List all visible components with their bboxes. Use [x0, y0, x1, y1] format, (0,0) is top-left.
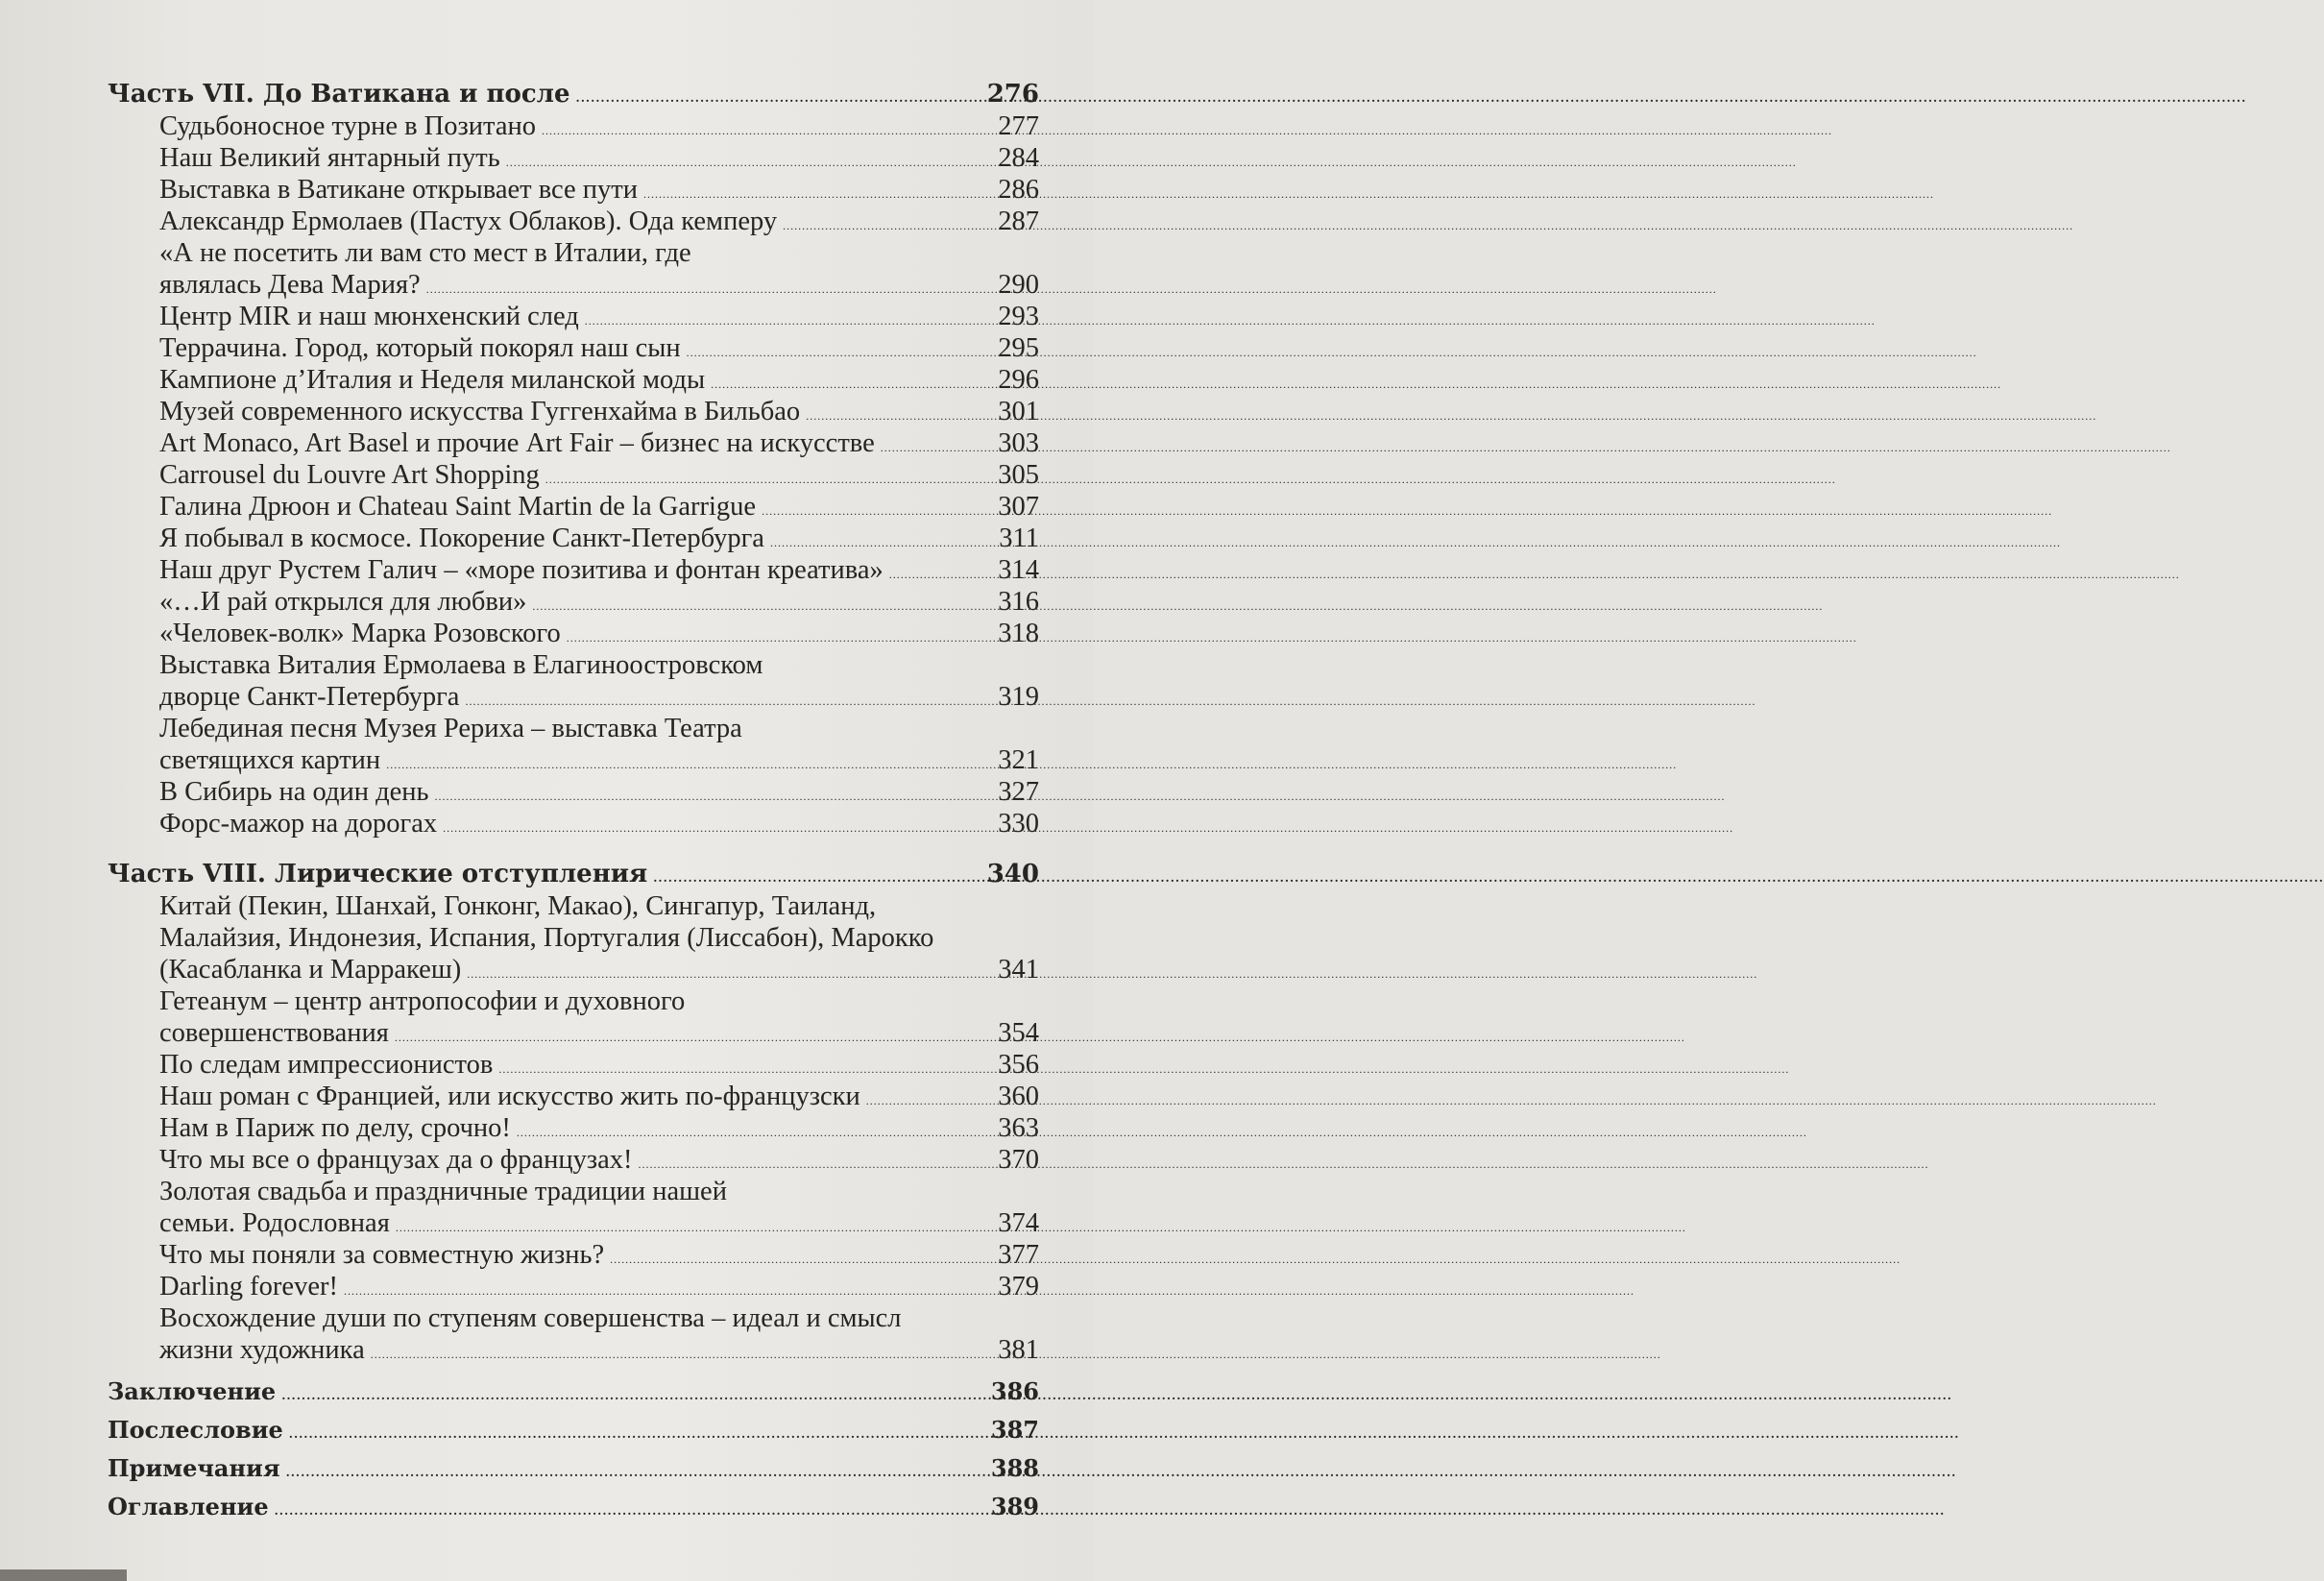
page-number: 314 [998, 555, 1039, 585]
page-number: 293 [998, 302, 1039, 331]
entry-title: светящихся картин [159, 745, 381, 775]
toc-entry [159, 206, 1039, 237]
entry-title: Музей современного искусства Гуггенхайма в Бильбао [159, 397, 801, 426]
entry-title: Что мы все о французах да о французах! [159, 1145, 633, 1175]
section-title: Примечания [108, 1454, 280, 1482]
toc-entry [159, 776, 1039, 808]
page-number: 379 [998, 1272, 1039, 1301]
entry-title-line: Китай (Пекин, Шанхай, Гонконг, Макао), Сингапур, Таиланд, [159, 891, 877, 921]
leader-dots [532, 591, 992, 622]
entry-title: «…И рай открылся для любви» [159, 587, 527, 617]
page-number: 341 [998, 955, 1039, 985]
page-number: 330 [998, 809, 1039, 839]
page-number: 381 [998, 1335, 1039, 1365]
page-number: 318 [998, 619, 1039, 648]
page-number: 286 [998, 175, 1039, 205]
toc-entry [159, 174, 1039, 206]
page-number: 388 [990, 1454, 1039, 1482]
entry-title: Галина Дрюон и Chateau Saint Martin de la Garrigue [159, 492, 757, 522]
entry-title-line: Восхождение души по ступеням совершенства – идеал и смысл [159, 1303, 902, 1333]
page-number: 290 [998, 270, 1039, 300]
toc-entry [159, 301, 1039, 332]
leader-dots [289, 1416, 985, 1452]
entry-title: совершенствования [159, 1018, 389, 1048]
page-number: 307 [998, 492, 1039, 522]
leader-dots [443, 813, 992, 844]
page-number: 284 [998, 143, 1039, 173]
page-number: 360 [998, 1082, 1039, 1111]
toc-section-contents [108, 1489, 1039, 1527]
toc-entry [159, 364, 1039, 396]
toc-entry [159, 1049, 1039, 1081]
page-number: 287 [998, 207, 1039, 236]
leader-dots [881, 432, 993, 464]
toc-entry [159, 890, 1039, 985]
page-number: 296 [998, 365, 1039, 395]
entry-title-line: «А не посетить ли вам сто мест в Италии, где [159, 238, 691, 268]
table-of-contents [108, 79, 1039, 1527]
page-number: 295 [998, 333, 1039, 363]
entry-title: Форс-мажор на дорогах [159, 809, 438, 839]
entry-title: Выставка в Ватикане открывает все пути [159, 175, 639, 205]
leader-dots [610, 1244, 992, 1276]
leader-dots [281, 1377, 985, 1414]
page-number: 321 [998, 745, 1039, 775]
entry-title: (Касабланка и Марракеш) [159, 955, 462, 985]
toc-entry [159, 491, 1039, 523]
toc-entry [159, 396, 1039, 427]
toc-entry [159, 1081, 1039, 1112]
leader-dots [762, 496, 992, 527]
page-number: 305 [998, 460, 1039, 490]
toc-section-afterword [108, 1412, 1039, 1450]
leader-dots [542, 115, 992, 147]
toc-entry [159, 1271, 1039, 1302]
toc-entry [159, 618, 1039, 649]
page-number: 319 [998, 682, 1039, 712]
entry-title-line: Лебединая песня Музея Рериха – выставка Театра [159, 714, 742, 743]
entry-title: Нам в Париж по делу, срочно! [159, 1113, 511, 1143]
leader-dots [866, 1085, 993, 1117]
entry-title-line: Малайзия, Индонезия, Испания, Португалия (Лиссабон), Марокко [159, 923, 934, 953]
part-title: Часть VII. До Ватикана и после [108, 80, 570, 109]
entry-title: По следам импрессионистов [159, 1050, 494, 1080]
leader-dots [286, 1454, 985, 1491]
entry-title: Александр Ермолаев (Пастух Облаков). Ода кемперу [159, 207, 778, 236]
toc-entry [159, 1302, 1039, 1366]
page-number: 303 [998, 428, 1039, 458]
toc-entry [159, 110, 1039, 142]
entry-title: Судьбоносное турне в Позитано [159, 111, 536, 141]
toc-entry [159, 554, 1039, 586]
page-number: 389 [990, 1493, 1039, 1520]
toc-entry [159, 332, 1039, 364]
page-number: 327 [998, 777, 1039, 807]
leader-dots [386, 749, 992, 781]
entry-title: являлась Дева Мария? [159, 270, 421, 300]
toc-part-7 [108, 79, 1039, 110]
leader-dots [687, 337, 993, 369]
section-title: Заключение [108, 1377, 277, 1405]
toc-entry [159, 1176, 1039, 1239]
toc-entry [159, 713, 1039, 776]
entry-title: Наш роман с Францией, или искусство жить по-французски [159, 1082, 860, 1111]
book-page [0, 0, 1093, 1581]
page-number: 277 [998, 111, 1039, 141]
entry-title-line: Гетеанум – центр антропософии и духовного [159, 986, 686, 1016]
entry-title: жизни художника [159, 1335, 365, 1365]
entry-title: Я побывал в космосе. Покорение Санкт-Петербурга [159, 523, 764, 553]
leader-dots [576, 83, 981, 114]
toc-section-notes [108, 1450, 1039, 1489]
page-number: 316 [998, 587, 1039, 617]
page-number: 340 [986, 860, 1039, 888]
leader-dots [275, 1493, 985, 1529]
page-number: 386 [990, 1377, 1039, 1405]
page-number: 356 [998, 1050, 1039, 1080]
toc-entry [159, 459, 1039, 491]
entry-title: Carrousel du Louvre Art Shopping [159, 460, 540, 490]
part-title: Часть VIII. Лирические отступления [108, 860, 648, 888]
toc-entry [159, 1239, 1039, 1271]
entry-title-line: Выставка Виталия Ермолаева в Елагиноостровском [159, 650, 763, 680]
page-number: 387 [990, 1416, 1039, 1444]
leader-dots [435, 781, 993, 813]
entry-title: Наш Великий янтарный путь [159, 143, 500, 173]
toc-entry [159, 523, 1039, 554]
section-title: Оглавление [108, 1493, 269, 1520]
toc-entry [159, 1144, 1039, 1176]
entry-title: «Человек-волк» Марка Розовского [159, 619, 561, 648]
page-number: 363 [998, 1113, 1039, 1143]
leader-dots [371, 1339, 993, 1371]
entry-title: Террачина. Город, который покорял наш сын [159, 333, 681, 363]
page-number: 301 [998, 397, 1039, 426]
toc-entry [159, 237, 1039, 301]
page-number: 374 [998, 1208, 1039, 1238]
toc-entry [159, 586, 1039, 618]
page-number: 276 [986, 80, 1039, 109]
leader-dots [889, 559, 993, 591]
page-number: 377 [998, 1240, 1039, 1270]
toc-entry [159, 1112, 1039, 1144]
page-number: 311 [999, 523, 1039, 553]
leader-dots [783, 210, 992, 242]
entry-title: дворце Санкт-Петербурга [159, 682, 460, 712]
entry-title: Центр MIR и наш мюнхенский след [159, 302, 579, 331]
entry-title: Darling forever! [159, 1272, 338, 1301]
toc-entry [159, 142, 1039, 174]
entry-title-line: Золотая свадьба и праздничные традиции нашей [159, 1177, 727, 1206]
entry-title: Кампионе д’Италия и Неделя миланской моды [159, 365, 706, 395]
toc-part-8 [108, 859, 1039, 890]
entry-title: Art Monaco, Art Basel и прочие Art Fair – бизнес на искусстве [159, 428, 875, 458]
entry-title: Наш друг Рустем Галич – «море позитива и фонтан креатива» [159, 555, 884, 585]
section-title: Послесловие [108, 1416, 283, 1444]
toc-entry [159, 985, 1039, 1049]
toc-section-conclusion [108, 1374, 1039, 1412]
page-number: 370 [998, 1145, 1039, 1175]
entry-title: семьи. Родословная [159, 1208, 390, 1238]
page-corner-shadow [0, 1569, 127, 1581]
toc-entry [159, 808, 1039, 839]
toc-entry [159, 649, 1039, 713]
entry-title: В Сибирь на один день [159, 777, 429, 807]
toc-entry [159, 427, 1039, 459]
entry-title: Что мы поняли за совместную жизнь? [159, 1240, 605, 1270]
page-number: 354 [998, 1018, 1039, 1048]
